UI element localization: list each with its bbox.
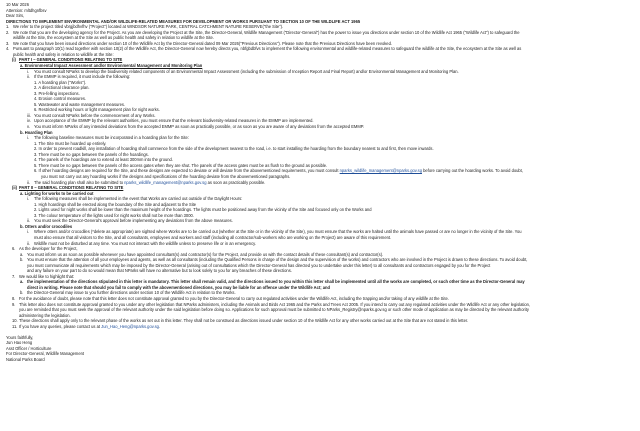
part-1-heading: (i) PART I – GENERAL CONDITIONS RELATING TO SITE bbox=[12, 57, 123, 63]
hoarding-sub-item: 6. If other hoarding designs are required for the Site, and these designs are expected to deviate or will deviate from the abovementioned requirements, you must consult nparks_wildlife_management@nparks.gov.sg before carrying out the hoarding works. To avoid doubt, bbox=[34, 168, 523, 174]
paragraph-2-cont: wildlife at the Site, the ecosystem at the Site as well as public health and safety in relation to wildlife at the Site. bbox=[13, 35, 214, 41]
hoarding-sub-item-cont: you must not carry out any hoarding works if the designs and specifications of the hoarding deviate from the abovementioned paragraphs. bbox=[41, 173, 291, 179]
signoff-for: For Director-General, Wildlife Management bbox=[6, 351, 85, 357]
hoarding-sub-item: 1. The Site must be hoarded up entirely. bbox=[34, 140, 107, 146]
emmp-sub-item: 2. A directional clearance plan. bbox=[34, 85, 90, 91]
developer-item-a: a. You must inform us as soon as possible whenever you have appointed consultant(s) and contractor(s) for the Project, and provide us with the contact details of these consultant(s) and contractor(s). bbox=[20, 251, 384, 257]
paragraph-6: 6. As the developer for the Project, bbox=[12, 246, 78, 252]
contact-email-link[interactable]: Jun_Hao_Heng@nparks.gov.sg bbox=[101, 323, 159, 329]
developer-item-b-cont: and any failure on your part to do so would mean that NParks will have no alternative but to look solely to you for any breaches of these directions. bbox=[27, 268, 292, 274]
note-7-item-a: a. the implementation of the directions stipulated in this letter is mandatory. This letter shall remain valid, and the directions issued to you within this letter shall be implemented until all the works are completed, or such other time as the Director-General may bbox=[20, 279, 525, 285]
section-b-otters-heading: b. Otters and/or crocodiles bbox=[20, 223, 73, 229]
letter-date: 10 Mar 2026 bbox=[6, 2, 29, 7]
note-7-item-a-cont: direct in writing. Please note that should you fail to comply with the abovementioned directions, you may be liable for an offence under the Wildlife Act; and bbox=[27, 284, 331, 290]
paragraph-7: 7. We would like to highlight that: bbox=[12, 273, 75, 279]
emmp-sub-item: 6. Restricted working hours or light management plan for night works. bbox=[34, 107, 160, 113]
part-2-heading: (ii) PART II – GENERAL CONDITIONS RELATING TO SITE bbox=[12, 185, 124, 191]
paragraph-3: 3. We note that you have been issued directions under section 10 of the Wildlife Act by the Director-General dated 09 Mar 2026("Previous Directions"). Please note that the Previous Directions have been revoked. bbox=[6, 40, 392, 46]
paragraph-4: 4. Pursuant to paragraph 10(1) read together with section 10(2) of the Wildlife Act, the Director-General now hereby directs you, nbfgbdbfvs to implement the following environmental and wildlife-related measures to safeguard the wildlife at the Site, the ecosystem at the Site as well as bbox=[6, 46, 522, 52]
paragraph-9: 9. This letter also does not constitute approval granted to you under any other legislation that NParks administers, including the Animals and Birds Act 1965 and the Parks and Trees Act 2005. If you intend to carry out any regulated activities under the Wildlife Act or any other legislation, bbox=[12, 301, 531, 307]
note-7-item-b: b. the Director-General may issue to you further directions under section 10 of the Wildlife Act in relation to the Works. bbox=[20, 290, 236, 296]
paragraph-9-cont: you are reminded that you must seek the approval of the relevant authority under the said legislation before doing so. Applications for such approval must be submitted to NParks_Registry@nparks.gov.sg or such other mode of application as may be directed by the relevant authority bbox=[19, 307, 529, 313]
signoff-role: Asst Officer / Horticulture bbox=[6, 345, 52, 351]
hoarding-sub-item: 2. In order to prevent roadkill, any installation of hoarding shall commence from the side of the development nearest to the road, i.e. to start installing the hoarding from the boundary nearest to and first, then move inwards. bbox=[34, 146, 434, 152]
paragraph-8: 8. For the avoidance of doubt, please note that this letter does not constitute approval granted to you by the Director-General to carry out regulated activities under the Wildlife Act, including the trapping and/or taking of any wildlife at the Site. bbox=[12, 295, 449, 301]
section-a-lighting-heading: a. Lighting for works to be carried out bbox=[20, 190, 94, 196]
lighting-sub-item: 3. The colour temperature of the lights used for night works shall not be more than 3000. bbox=[34, 212, 194, 218]
paragraph-10: 10.These directions shall apply only to the relevant phase of the works as set out in this letter. They shall not be construed as directions issued under section 10 of the Wildlife Act for any other works carried out at the Site that are not stated in this letter. bbox=[12, 318, 469, 324]
lighting-item-i: i. The following measures shall be implemented in the event that Works are carried out outside of the Daylight Hours: bbox=[27, 196, 243, 202]
developer-item-b: b. You must ensure that the attention of all your employees and agents, as well as all consultants (including the Qualified Persons in charge of the design and the supervision of the works) and contractors who are involved in the Project is drawn to these directions. To avoid doubt, bbox=[20, 257, 528, 263]
emmp-item-v: v. You must inform NParks of any intended deviations from the accepted EMMP as soon as practically possible, or as soon as you are aware of any deviations from the accepted EMMP. bbox=[27, 124, 365, 130]
emmp-item-iv: iv. Upon acceptance of the EMMP by the relevant authorities, you must ensure that the relevant biodiversity-related measures in the EMMP are implemented. bbox=[27, 118, 314, 124]
lighting-sub-item: 1. High hoardings shall be erected along the boundary of the Site and adjacent to the Site bbox=[34, 201, 197, 207]
hoarding-sub-item: 5. There must be no gaps between the panels of the access gates when they are shut. The panels of the access gates must be as flush to the ground as possible. bbox=[34, 162, 328, 168]
wildlife-management-email-link[interactable]: nparks_wildlife_management@nparks.gov.sg bbox=[339, 168, 422, 174]
paragraph-11: 11. If you have any queries, please contact us at Jun_Hao_Heng@nparks.gov.sg. bbox=[12, 323, 161, 329]
lighting-item-ii: ii. You must seek the Director-General's approval before implementing any deviations from the above measures. bbox=[27, 218, 233, 224]
hoarding-sub-item: 3. There must be no gaps between the panels of the hoardings. bbox=[34, 151, 149, 157]
otters-item-i-cont: must also ensure that all visitors to the Site, and all consultants, employees and workers and staff (including all contractor/sub-workers who are working on the Project) are aware of this requirement. bbox=[34, 234, 392, 240]
emmp-item-iii: iii. You must consult NParks before the commencement of any Works. bbox=[27, 112, 156, 118]
letter-title: DIRECTIONS TO IMPLEMENT ENVIRONMENTAL AND/OR WILDLIFE-RELATED MEASURES FOR DEVELOPMENT OR WORKS PURSUANT TO SECTION 10 OF THE WILDLIFE ACT 1965 bbox=[6, 18, 361, 24]
developer-item-b-cont: you must communicate all requirements which may be imposed by the Director-General (arising out of consultations which the Director-General has directed you to undertake under this letter) to all consultants and contractors engaged by you for the Project bbox=[27, 262, 491, 268]
emmp-sub-item: 3. Pre-felling inspections. bbox=[34, 90, 80, 96]
emmp-sub-item: 1. A hoarding plan ("Works"). bbox=[34, 79, 87, 85]
signoff-organisation: National Parks Board bbox=[6, 357, 45, 362]
wildlife-management-email-link[interactable]: nparks_wildlife_management@nparks.gov.sg bbox=[124, 179, 207, 185]
signoff-name: Jun Hao Heng bbox=[6, 340, 33, 346]
attention-line: Attention: mltdhgnfbsv bbox=[6, 7, 47, 13]
lighting-sub-item: 2. Lights used for night works shall be lower than the maximum height of the hoardings. The lights must be positioned away from the vicinity of the Site and focused only on the Works and bbox=[34, 207, 372, 213]
emmp-sub-item: 4. Erosion control measures. bbox=[34, 96, 87, 102]
signoff-closing: Yours faithfully, bbox=[6, 334, 34, 340]
salutation: Dear Sirs, bbox=[6, 13, 25, 19]
paragraph-4-cont: public health and safety in relation to wildlife at the Site: bbox=[13, 51, 114, 57]
hoarding-item-ii: ii. The said hoarding plan shall also be submitted to nparks_wildlife_management@nparks.gov.sg as soon as practicably possible. bbox=[27, 179, 266, 185]
paragraph-2: 2. We note that you are the developing agency for the Project. As you are developing the Project at the Site, the Director-General, Wildlife Management ("Director-General") has the power to issue you directions under section 10 of the Wildlife Act 1965 ("Wildlife Act") to safeguard the bbox=[6, 29, 520, 35]
hoarding-item-i: i. The following baseline measures must be incorporated in a hoarding plan for the Site: bbox=[27, 135, 189, 141]
otters-item-ii: ii. Wildlife must not be disturbed at any time. You must not interact with the wildlife unless to preserve life or in an emergency. bbox=[27, 240, 257, 246]
paragraph-1: 1. We refer to the project titled vbrgjbdhvfhv ("Project") located at WINDSOR NATURE PARK, CENTRAL CATCHMENT NATURE RESERVE("the Site"). bbox=[6, 24, 284, 30]
emmp-item-i: i. You must consult NParks to develop the biodiversity related components of an Environmental Impact Assessment (including the submission of Inception Report and Final Report) and/or Environmental Management and Monitoring Plan. bbox=[27, 68, 459, 74]
paragraph-9-cont: administering the legislation. bbox=[19, 312, 71, 318]
otters-item-i: i. Where otters and/or crocodiles (*delete as appropriate) are sighted where Works are to be carried out (whether at the Site or in the vicinity of the Site), you must ensure that the works are halted until the animals have passed or are no longer in the vicinity of the Site. You bbox=[27, 229, 522, 235]
emmp-sub-item: 5. Wastewater and waste management measures. bbox=[34, 101, 126, 107]
emmp-item-ii: ii. If the EMMP is required, it must include the following: bbox=[27, 74, 131, 80]
section-b-hoarding-heading: b. Hoarding Plan bbox=[20, 129, 53, 135]
hoarding-sub-item: 4. The panels of the hoardings are to extend at least 300mm into the ground. bbox=[34, 157, 173, 163]
section-a-emmp-heading: a. Environmental Impact Assessment and/or Environmental Management and Monitoring Plan bbox=[20, 63, 203, 69]
